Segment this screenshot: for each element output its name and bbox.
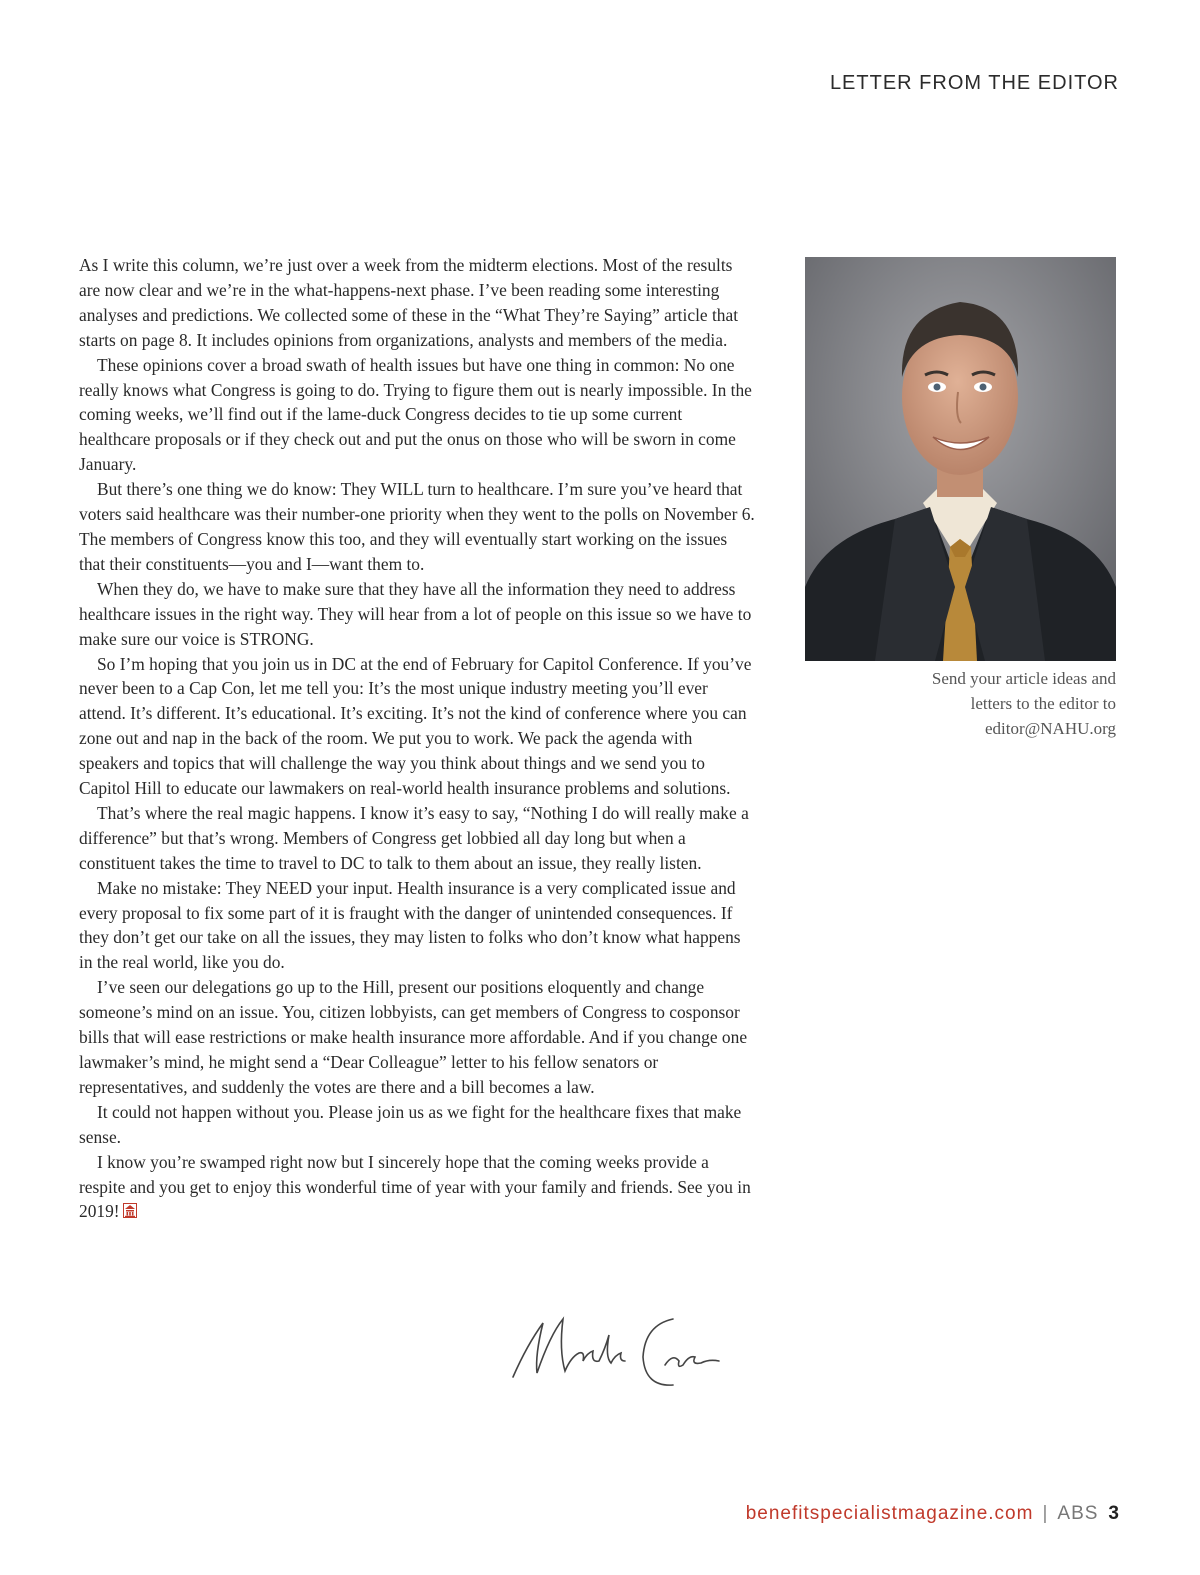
article-paragraph: So I’m hoping that you join us in DC at the end of February for Capitol Conference. If you’ve never been to a Cap Con, let me tell you: It’s the most unique industry meeting you’ll ever attend. It’s different. It’s educational. It’s exciting. It’s not the kind of conference where you can zone out and nap in the back of the room. We put you to work. We pack the agenda with speakers and topics that will challenge the way you think about things and we send you to Capitol Hill to educate our lawmakers on real-world health insurance problems and solutions. bbox=[79, 653, 752, 799]
page-number: 3 bbox=[1108, 1503, 1120, 1524]
editor-signature bbox=[505, 1305, 730, 1395]
article-paragraph: When they do, we have to make sure that they have all the information they need to address healthcare issues in the right way. They will hear from a lot of people on this issue so we have to make sure our voice is STRONG. bbox=[79, 578, 752, 649]
end-mark-icon bbox=[123, 1203, 137, 1218]
photo-caption bbox=[856, 666, 1116, 741]
footer-publication: ABS bbox=[1057, 1503, 1099, 1524]
editor-portrait-illustration bbox=[805, 257, 1116, 661]
article-paragraph: I’ve seen our delegations go up to the Hill, present our positions eloquently and change someone’s mind on an issue. You, citizen lobbyists, can get members of Congress to cosponsor bills that will ease restrictions or make health insurance more affordable. And if you change one lawmaker’s mind, he might send a “Dear Colleague” letter to his fellow senators or representatives, and suddenly the votes are there and a bill becomes a law. bbox=[79, 977, 748, 1097]
article-body bbox=[79, 253, 755, 1224]
page-footer bbox=[746, 1503, 1120, 1525]
article-paragraph: It could not happen without you. Please join us as we fight for the healthcare fixes that make sense. bbox=[79, 1101, 742, 1147]
article-paragraph-last bbox=[79, 1150, 755, 1225]
editor-photo bbox=[805, 257, 1116, 661]
article-paragraph: Make no mistake: They NEED your input. Health insurance is a very complicated issue and every proposal to fix some part of it is fraught with the danger of unintended consequences. If they don’t get our take on all the issues, they may listen to folks who don’t know what happens in the real world, like you do. bbox=[79, 877, 741, 973]
caption-email: editor@NAHU.org bbox=[984, 719, 1116, 738]
article-paragraph: These opinions cover a broad swath of health issues but have one thing in common: No one really knows what Congress is going to do. Trying to figure them out is nearly impossible. In the coming weeks, we’ll find out if the lame-duck Congress decides to tie up some current healthcare proposals or if they check out and put the onus on those who will be sworn in come January. bbox=[79, 354, 752, 475]
article-paragraph: As I write this column, we’re just over a week from the midterm elections. Most of the results are now clear and we’re in the what-happens-next phase. I’ve been reading some interesting analyses and predictions. We collected some of these in the “What They’re Saying” article that starts on page 8. It includes opinions from organizations, analysts and members of the media. bbox=[79, 255, 739, 350]
footer-separator: | bbox=[1042, 1503, 1049, 1524]
caption-line: Send your article ideas and bbox=[931, 669, 1116, 688]
caption-line: letters to the editor to bbox=[970, 694, 1116, 713]
article-paragraph: But there’s one thing we do know: They WILL turn to healthcare. I’m sure you’ve heard that voters said healthcare was their number-one priority when they went to the polls on November 6. The members of Congress know this too, and they will eventually start working on the issues that their constituents—you and I—want them to. bbox=[79, 479, 755, 574]
article-paragraph: That’s where the real magic happens. I know it’s easy to say, “Nothing I do will really make a difference” but that’s wrong. Members of Congress get lobbied all day long but when a constituent takes the time to travel to DC to talk to them about an issue, they really listen. bbox=[79, 802, 749, 873]
section-title: LETTER FROM THE EDITOR bbox=[829, 72, 1119, 94]
footer-site-link[interactable]: benefitspecialistmagazine.com bbox=[745, 1503, 1034, 1524]
article-paragraph-text: I know you’re swamped right now but I sincerely hope that the coming weeks provide a respite and you get to enjoy this wonderful time of year with your family and friends. See you in 2019! bbox=[79, 1151, 751, 1222]
